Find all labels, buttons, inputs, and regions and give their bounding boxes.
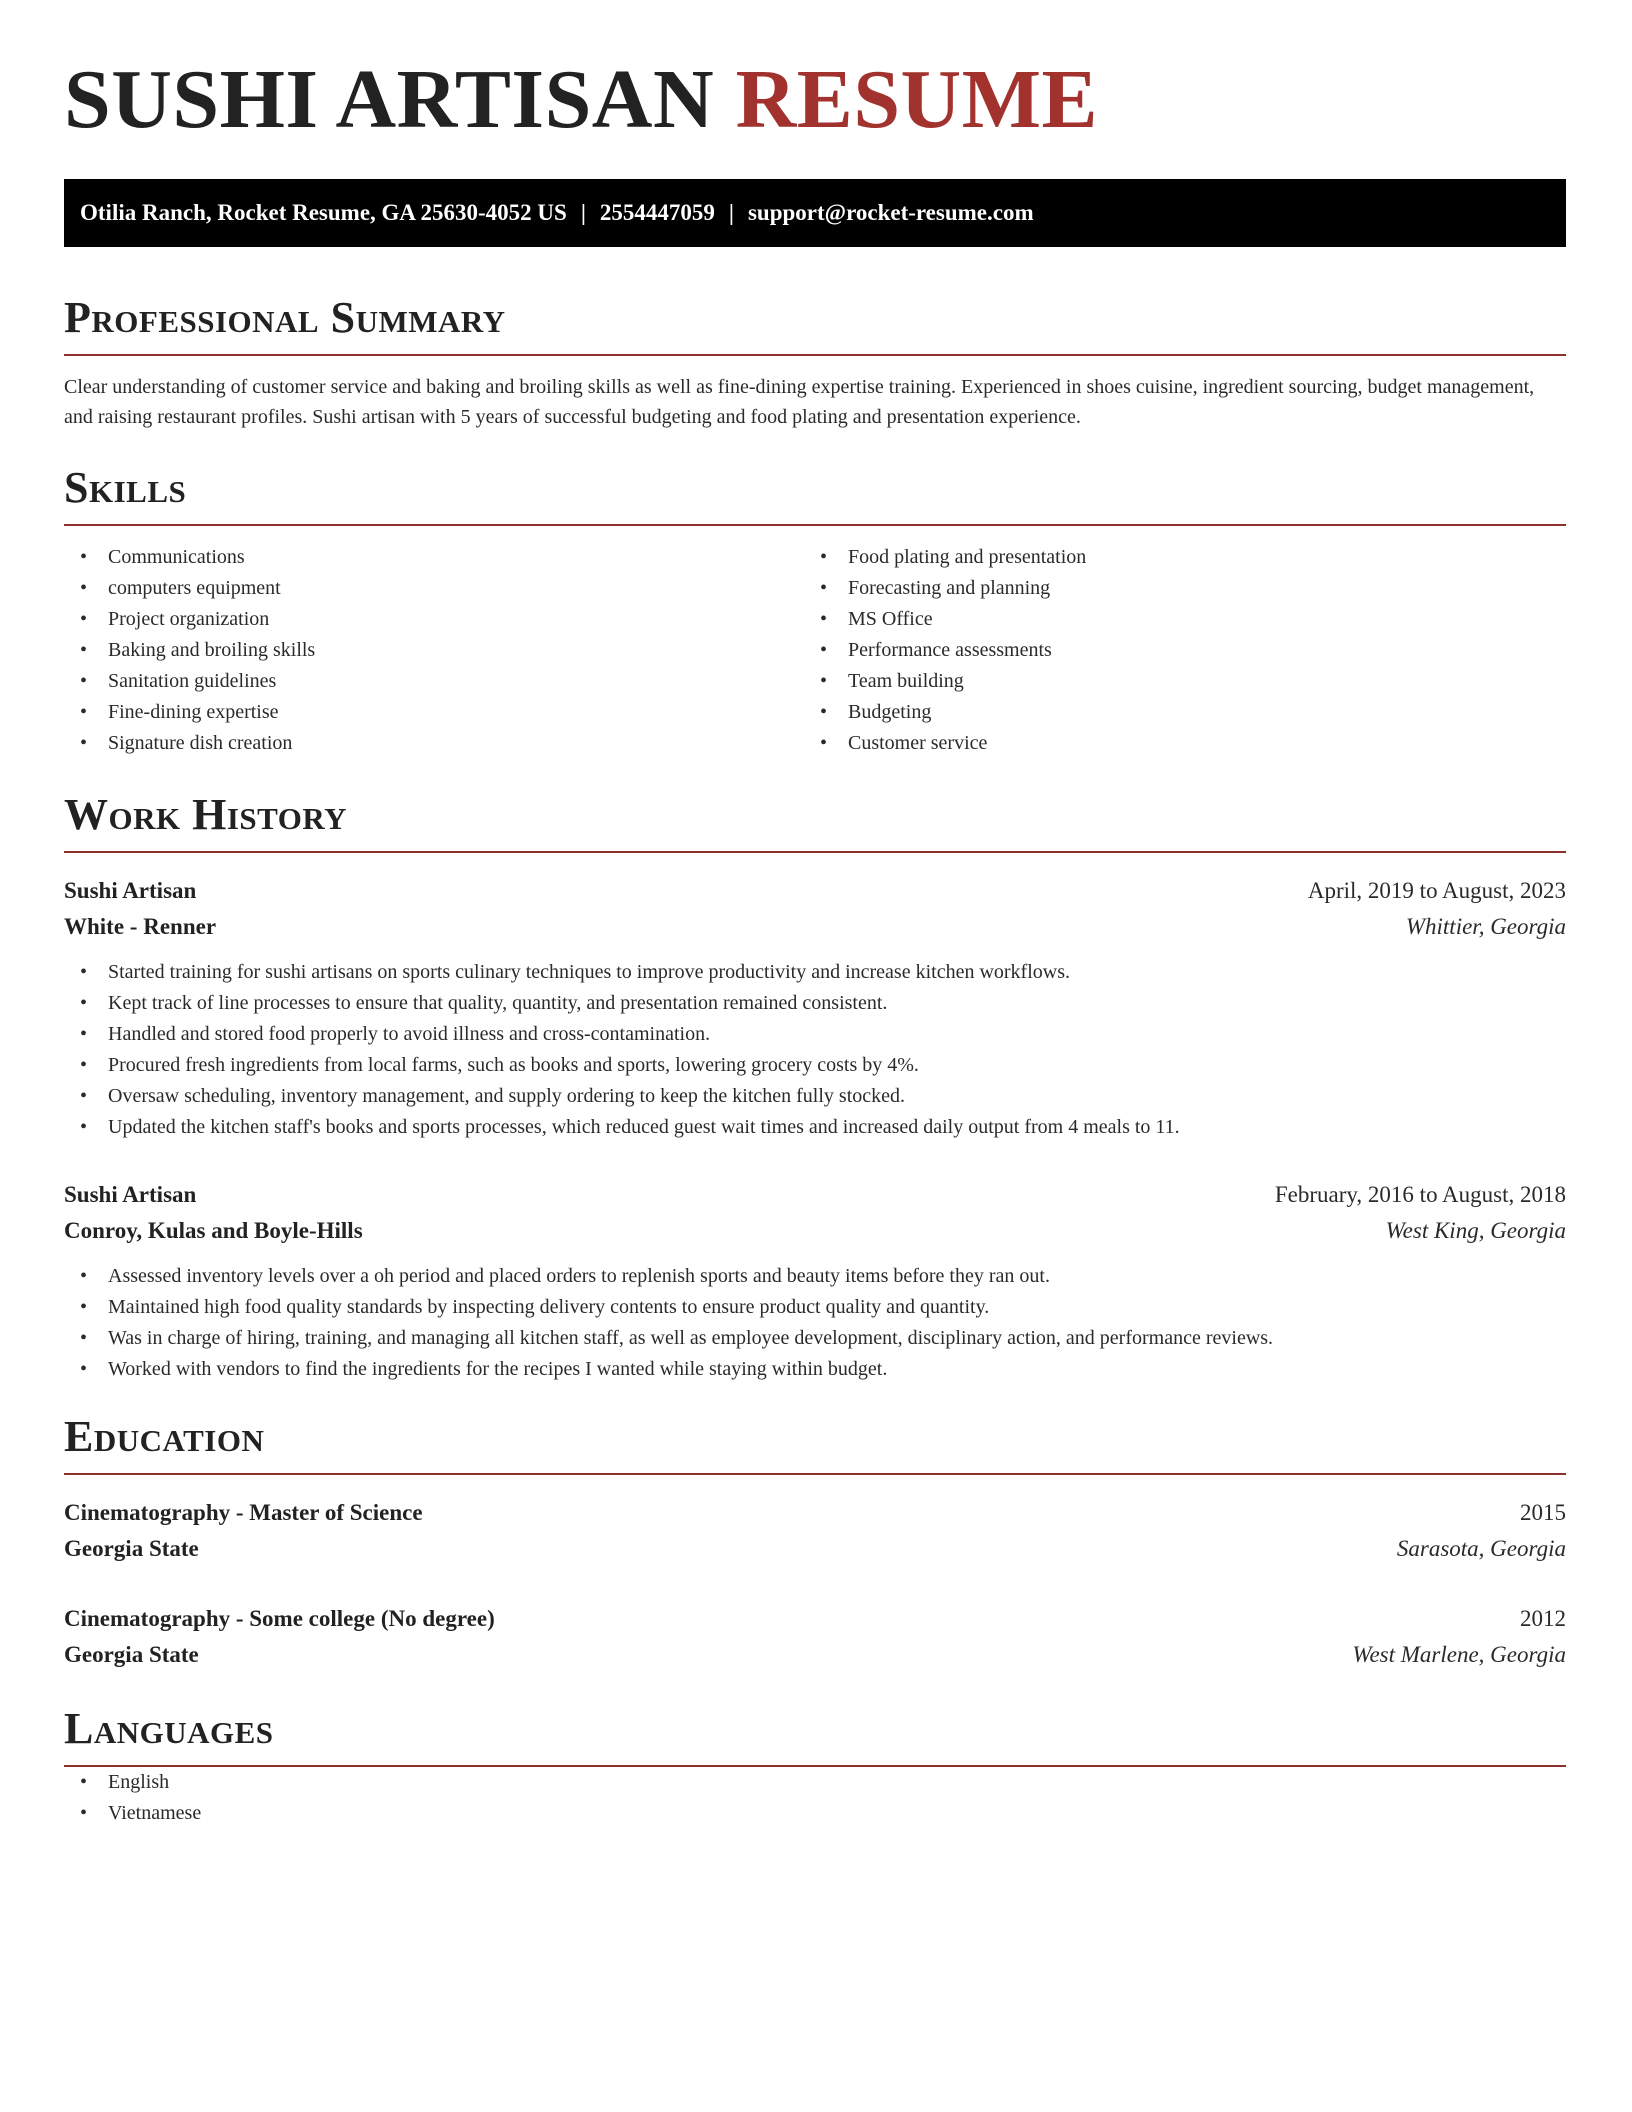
education-degree-row: [64, 1495, 1566, 1531]
contact-separator: |: [580, 200, 586, 225]
language-item: • Vietnamese: [64, 1798, 1566, 1829]
education-school-row: [64, 1637, 1566, 1673]
languages-list: [64, 1767, 1566, 1829]
job-duty: • Assessed inventory levels over a oh period and placed orders to replenish sports and beauty items before they ran out.: [64, 1261, 1566, 1292]
education-year: 2012: [1520, 1606, 1566, 1631]
job-duty: • Worked with vendors to find the ingredients for the recipes I wanted while staying within budget.: [64, 1354, 1566, 1385]
section-heading: Professional Summary: [64, 296, 1566, 356]
education-degree: Cinematography - Master of Science: [64, 1500, 423, 1525]
skill-item: • computers equipment: [64, 573, 804, 604]
section-heading: Skills: [64, 466, 1566, 526]
education-school: Georgia State: [64, 1536, 199, 1561]
contact-email[interactable]: support@rocket-resume.com: [747, 200, 1034, 225]
job-location: Whittier, Georgia: [1405, 914, 1566, 939]
education-entry: [64, 1495, 1566, 1567]
skill-item: • Team building: [804, 666, 1544, 697]
job-duty: • Handled and stored food properly to avoid illness and cross-contamination.: [64, 1019, 1566, 1050]
title-main: SUSHI ARTISAN: [64, 53, 715, 146]
skill-item: • Food plating and presentation: [804, 542, 1544, 573]
education-degree-row: [64, 1601, 1566, 1637]
skill-item: • Fine-dining expertise: [64, 697, 804, 728]
job-dates: April, 2019 to August, 2023: [1307, 878, 1566, 903]
education-location: Sarasota, Georgia: [1396, 1536, 1566, 1561]
job-entry: [64, 873, 1566, 1143]
education-section: [64, 1412, 1566, 1673]
languages-section: [64, 1704, 1566, 1829]
education-school-row: [64, 1531, 1566, 1567]
section-heading: Education: [64, 1415, 1566, 1475]
job-header-row: [64, 873, 1566, 909]
job-company: White - Renner: [64, 914, 217, 939]
section-heading: Work History: [64, 793, 1566, 853]
skill-item: • Sanitation guidelines: [64, 666, 804, 697]
job-duties-list: [64, 1261, 1566, 1385]
skill-item: • Budgeting: [804, 697, 1544, 728]
skill-item: • Communications: [64, 542, 804, 573]
title-accent: RESUME: [735, 53, 1099, 146]
job-company-row: [64, 909, 1566, 945]
education-entry: [64, 1601, 1566, 1673]
section-heading: Languages: [64, 1707, 1566, 1767]
contact-address: Otilia Ranch, Rocket Resume, GA 25630-4052 US: [80, 200, 567, 225]
job-duty: • Kept track of line processes to ensure that quality, quantity, and presentation remained consistent.: [64, 988, 1566, 1019]
education-location: West Marlene, Georgia: [1352, 1642, 1566, 1667]
skill-item: • Forecasting and planning: [804, 573, 1544, 604]
contact-bar: [64, 179, 1566, 247]
contact-separator: |: [728, 200, 734, 225]
job-duty: • Maintained high food quality standards by inspecting delivery contents to ensure product quality and quantity.: [64, 1292, 1566, 1323]
skill-item: • Performance assessments: [804, 635, 1544, 666]
work-history-section: [64, 790, 1566, 1385]
language-item: • English: [64, 1767, 1566, 1798]
job-duty: • Started training for sushi artisans on sports culinary techniques to improve productivity and increase kitchen workflows.: [64, 957, 1566, 988]
education-school: Georgia State: [64, 1642, 199, 1667]
education-year: 2015: [1520, 1500, 1566, 1525]
skill-item: • Baking and broiling skills: [64, 635, 804, 666]
skill-item: • Signature dish creation: [64, 728, 804, 759]
skills-list-left: [64, 542, 804, 759]
resume-page: [64, 53, 1566, 1829]
summary-text: Clear understanding of customer service and baking and broiling skills as well as fine-dining expertise training. Experienced in shoes cuisine, ingredient sourcing, budget management, and raising restaurant profiles. Sushi artisan with 5 years of successful budgeting and food plating and presentation experience.: [64, 376, 1535, 428]
skill-item: • MS Office: [804, 604, 1544, 635]
skills-list-right: [804, 542, 1544, 759]
job-entry: [64, 1177, 1566, 1385]
skills-grid: [64, 542, 1566, 759]
education-degree: Cinematography - Some college (No degree): [64, 1606, 495, 1631]
job-location: West King, Georgia: [1385, 1218, 1566, 1243]
job-dates: February, 2016 to August, 2018: [1274, 1182, 1566, 1207]
skills-section: [64, 463, 1566, 759]
job-duty: • Updated the kitchen staff's books and sports processes, which reduced guest wait times and increased daily output from 4 meals to 11.: [64, 1112, 1566, 1143]
job-duty: • Was in charge of hiring, training, and managing all kitchen staff, as well as employee development, disciplinary action, and performance reviews.: [64, 1323, 1566, 1354]
job-duties-list: [64, 957, 1566, 1143]
professional-summary-section: [64, 293, 1566, 432]
skill-item: • Customer service: [804, 728, 1544, 759]
job-title: Sushi Artisan: [64, 1182, 197, 1207]
contact-phone: 2554447059: [599, 200, 715, 225]
job-duty: • Oversaw scheduling, inventory management, and supply ordering to keep the kitchen fully stocked.: [64, 1081, 1566, 1112]
job-title: Sushi Artisan: [64, 878, 197, 903]
job-company-row: [64, 1213, 1566, 1249]
resume-title: [64, 53, 1566, 146]
job-header-row: [64, 1177, 1566, 1213]
job-company: Conroy, Kulas and Boyle-Hills: [64, 1218, 363, 1243]
job-duty: • Procured fresh ingredients from local farms, such as books and sports, lowering grocery costs by 4%.: [64, 1050, 1566, 1081]
skill-item: • Project organization: [64, 604, 804, 635]
